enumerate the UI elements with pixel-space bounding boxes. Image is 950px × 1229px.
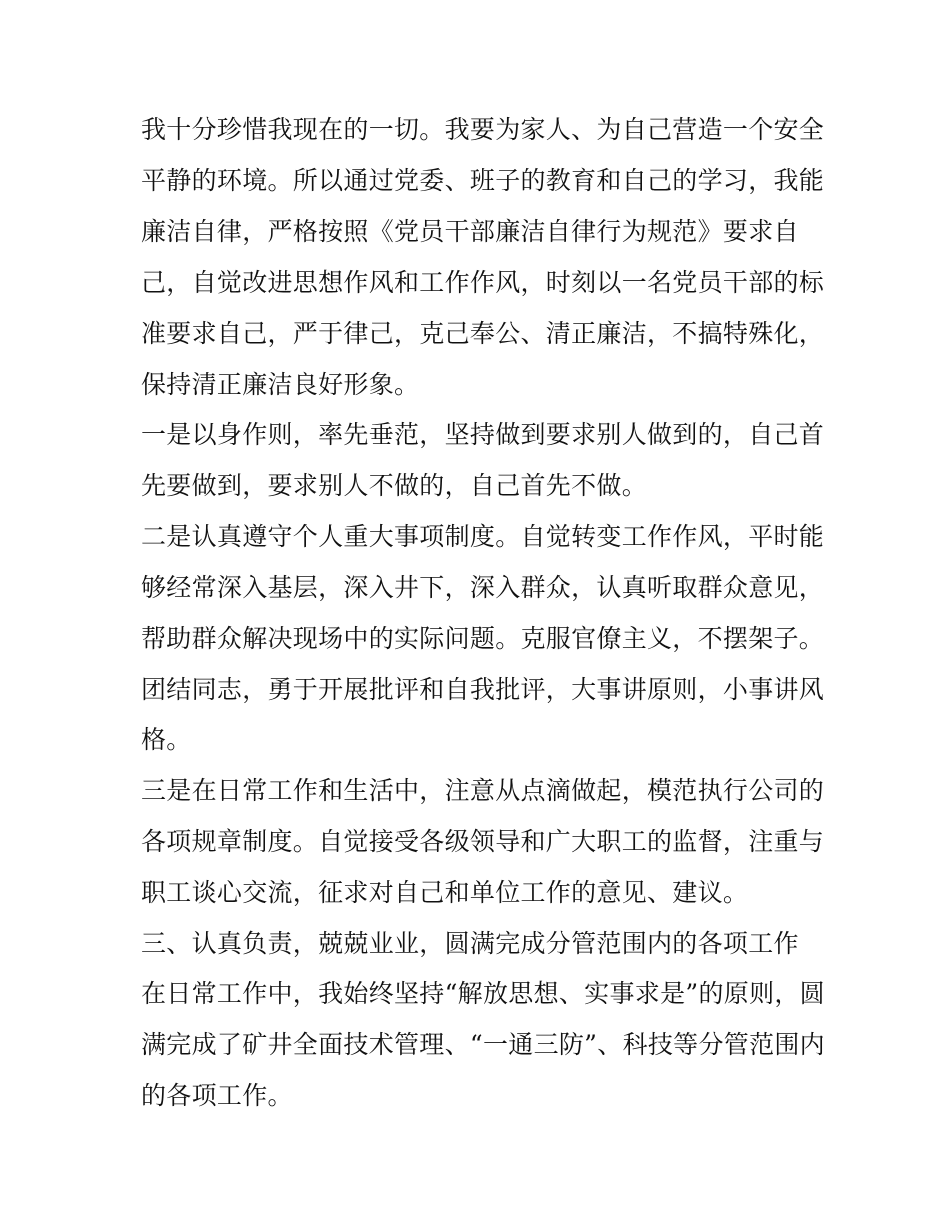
text-line-16: 职工谈心交流，征求对自己和单位工作的意见、建议。	[141, 878, 749, 907]
text-line-6: 保持清正廉洁良好形象。	[141, 370, 420, 399]
text-line-15: 各项规章制度。自觉接受各级领导和广大职工的监督，注重与	[141, 827, 825, 856]
text-line-20: 的各项工作。	[141, 1081, 293, 1110]
text-line-9: 二是认真遵守个人重大事项制度。自觉转变工作作风，平时能	[141, 522, 825, 551]
text-line-2: 平静的环境。所以通过党委、班子的教育和自己的学习，我能	[141, 166, 825, 195]
text-line-1: 我十分珍惜我现在的一切。我要为家人、为自己营造一个安全	[141, 115, 825, 144]
text-line-7: 一是以身作则，率先垂范，坚持做到要求别人做到的，自己首	[141, 420, 825, 449]
text-line-11: 帮助群众解决现场中的实际问题。克服官僚主义，不摆架子。	[141, 624, 825, 653]
text-line-3: 廉洁自律，严格按照《党员干部廉洁自律行为规范》要求自	[141, 217, 799, 246]
text-line-13: 格。	[141, 725, 192, 754]
text-line-4: 己，自觉改进思想作风和工作作风，时刻以一名党员干部的标	[141, 268, 825, 297]
text-line-17: 三、认真负责，兢兢业业，圆满完成分管范围内的各项工作	[141, 929, 799, 958]
text-line-8: 先要做到，要求别人不做的，自己首先不做。	[141, 471, 648, 500]
text-line-19: 满完成了矿井全面技术管理、“一通三防”、科技等分管范围内	[141, 1030, 825, 1059]
text-line-18: 在日常工作中，我始终坚持“解放思想、实事求是”的原则，圆	[141, 979, 825, 1008]
text-line-10: 够经常深入基层，深入井下，深入群众，认真听取群众意见，	[141, 573, 825, 602]
text-line-5: 准要求自己，严于律己，克己奉公、清正廉洁，不搞特殊化，	[141, 319, 825, 348]
text-line-14: 三是在日常工作和生活中，注意从点滴做起，模范执行公司的	[141, 776, 825, 805]
text-line-12: 团结同志，勇于开展批评和自我批评，大事讲原则，小事讲风	[141, 675, 825, 704]
